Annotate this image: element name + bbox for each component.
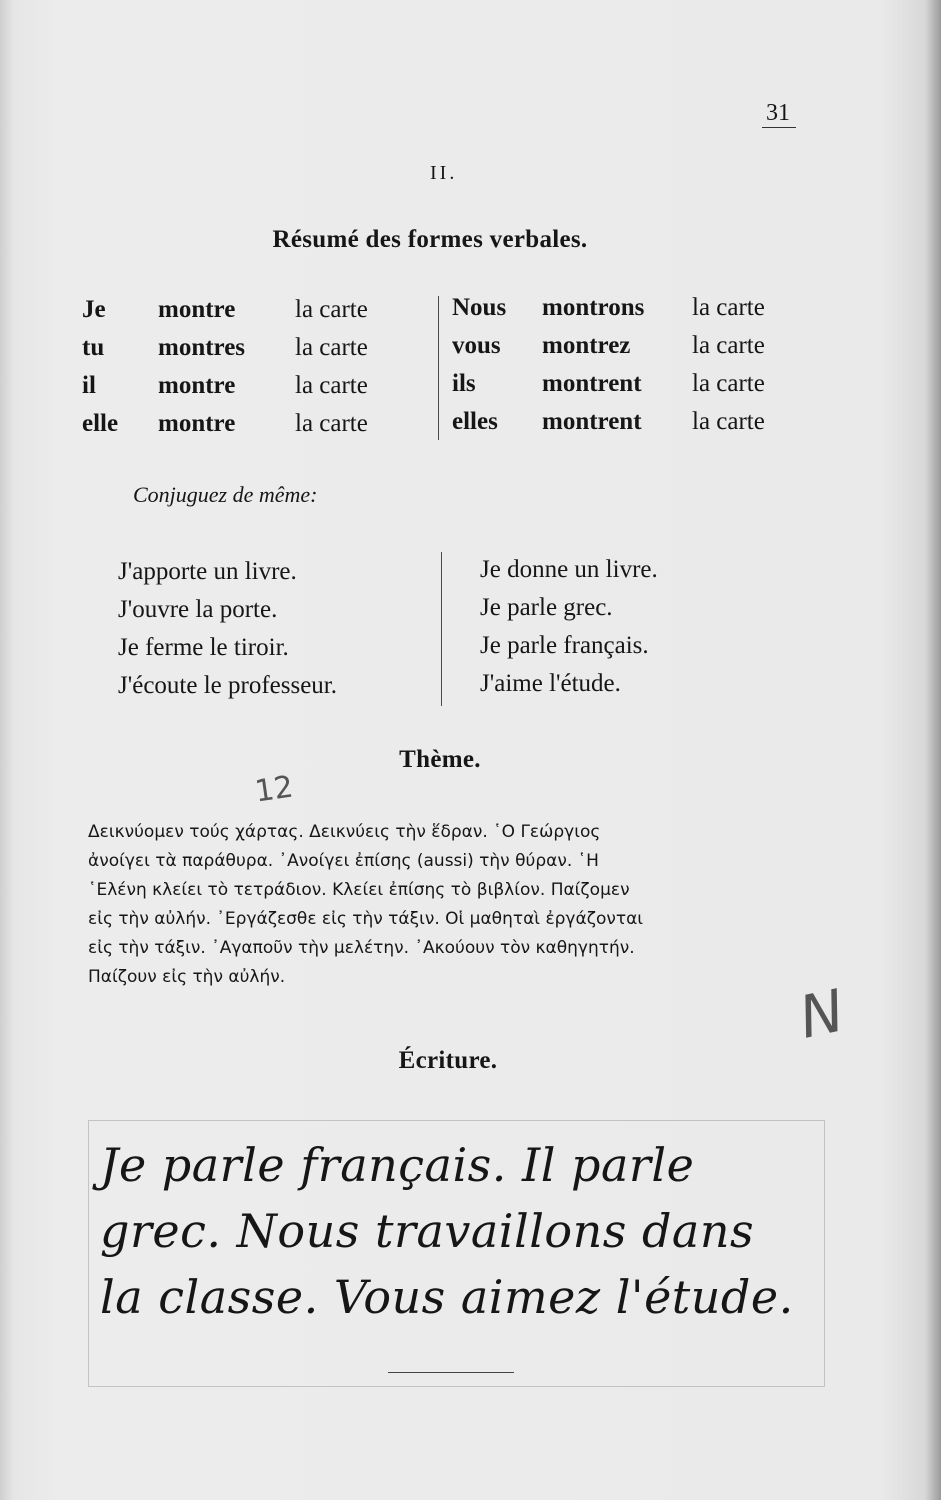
greek-line: εἰς τὴν αὐλήν. ᾿Εργάζεσθε εἰς τὴν τάξιν. Οἱ μαθηταὶ ἐργάζονται [88,909,644,929]
section-number: II. [430,162,458,184]
handwriting-line: grec. Nous travaillons dans [100,1204,755,1258]
greek-line: ἀνοίγει τὰ παράθυρα. ᾿Ανοίγει ἐπίσης (aussi) τὴν θύραν. ῾Η [88,851,599,871]
pencil-mark: N [793,976,850,1052]
pencil-number: 12 [252,769,296,810]
handwriting-line: Je parle français. Il parle [100,1138,695,1192]
column-divider [438,296,439,440]
exercise-sentence: Je donne un livre. [480,556,658,583]
handwriting-line: la classe. Vous aimez l'étude. [100,1270,794,1324]
exercise-sentence: J'écoute le professeur. [118,672,338,699]
theme-title: Thème. [399,746,481,773]
greek-line: Δεικνύομεν τούς χάρτας. Δεικνύεις τὴν ἕδραν. ῾Ο Γεώργιος [88,822,601,842]
exercise-sentence: Je parle grec. [480,594,613,621]
exercise-sentence: J'aime l'étude. [480,670,621,697]
exercise-instruction: Conjuguez de même: [133,482,318,507]
book-page: 31 II. Résumé des formes verbales. Je montre la carte tu montres la carte il montre la carte elle montre la carte Nous montrons la carte vous montrez la carte ils montrent la carte elles montrent la carte Conjuguez de même: J'apporte un livre. J'ouvre la porte. Je ferme le tiroir. J'écoute le professeur. Je donne un livre. Je parle grec. Je parle français. J'aime l'étude. Thème. 12 Δεικνύομεν τούς χάρτας. Δεικνύεις τὴν ἕδραν. ῾Ο Γεώργιος ἀνοίγει τὰ παράθυρα. ᾿Ανοίγει ἐπίσης (aussi) τὴν θύραν. ῾Η ῾Ελένη κλείει τὸ τετράδιον. Κλείει ἐπίσης τὸ βιβλίον. Παίζομεν εἰς τὴν αὐλήν. ᾿Εργάζεσθε εἰς τὴν τάξιν. Οἱ μαθηταὶ ἐργάζονται εἰς τὴν τάξιν. ᾿Αγαποῦν τὴν μελέτην. ᾿Ακούουν τὸν καθηγητήν. Παίζουν εἰς τὴν αὐλήν. N Écriture. Je parle français. Il parle grec. Nous travaillons dans la classe. Vous aimez l'étude. [0,0,941,1500]
exercise-sentence: J'ouvre la porte. [118,596,278,623]
summary-title: Résumé des formes verbales. [272,226,588,253]
greek-line: ῾Ελένη κλείει τὸ τετράδιον. Κλείει ἐπίσης τὸ βιβλίον. Παίζομεν [88,880,630,900]
page-number: 31 [762,100,796,128]
exercise-sentence: Je ferme le tiroir. [118,634,289,661]
exercise-sentence: J'apporte un livre. [118,558,297,585]
column-divider [441,552,442,706]
greek-line: Παίζουν εἰς τὴν αὐλήν. [88,967,286,987]
bottom-rule [388,1372,514,1373]
exercise-sentence: Je parle français. [480,632,649,659]
theme-greek-text [88,818,808,992]
ecriture-title: Écriture. [398,1047,498,1074]
greek-line: εἰς τὴν τάξιν. ᾿Αγαποῦν τὴν μελέτην. ᾿Ακούουν τὸν καθηγητήν. [88,938,635,958]
